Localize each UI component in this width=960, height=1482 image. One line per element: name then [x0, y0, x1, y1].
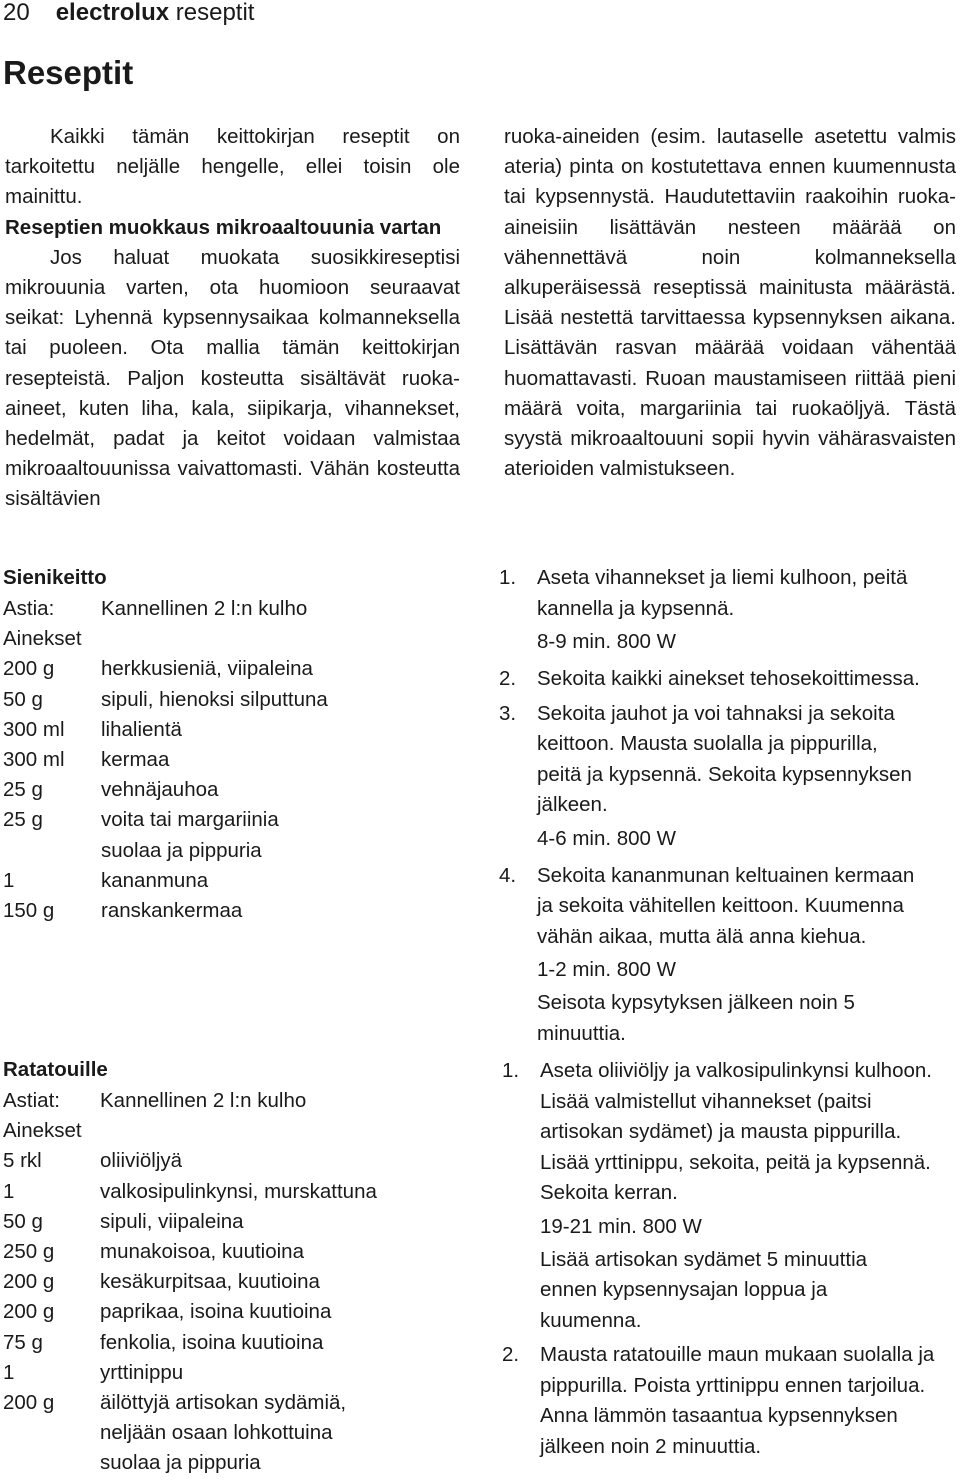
brand-name: electrolux — [55, 0, 170, 26]
ingredient-name: suolaa ja pippuria — [101, 838, 262, 862]
step-text-line: peitä ja kypsennä. Sekoita kypsennyksen — [537, 762, 912, 786]
ingredient-quantity: 1 — [3, 1360, 15, 1384]
ingredient-row — [3, 896, 328, 926]
ingredient-row — [3, 1328, 377, 1358]
step-text-line: Anna lämmön tasaantua kypsennyksen — [540, 1404, 898, 1427]
sienikeitto-ingredients — [3, 594, 328, 926]
ingredient-quantity: 200 g — [3, 1270, 55, 1294]
modify-right-paragraph: ruoka-aineiden (esim. lautaselle asetettu valmis ateria) pinta on kostutettava ennen kuumennusta tai kypsennystä. Haudutettaviin raakoihin ruoka-aineisiin lisättävän nesteen määrää on vähennettävä noin kolmanneksella alkuperäisessä reseptissä mainitusta määrästä. Lisää nestettä tarvittaessa kypsennyksen aikana. Lisättävän rasvan määrää voidaan vähentää huomattavasti. Ruoan maustamiseen riittää pieni määrä voita, margariinia tai ruokaöljyä. Tästä syystä mikroaaltouuni sopii hyvin vähärasvaisten aterioiden valmistukseen. — [504, 125, 956, 481]
dish-value: Kannellinen 2 l:n kulho — [100, 1089, 307, 1112]
ingredient-quantity: 200 g — [3, 1390, 55, 1414]
step-text-line: artisokan sydämet) ja mausta pippurilla. — [540, 1120, 902, 1143]
ingredient-row — [3, 866, 328, 896]
ingredient-name: kananmuna — [101, 868, 209, 892]
ingredient-name: vehnäjauhoa — [101, 778, 219, 802]
step-text-line: Sekoita kananmunan keltuainen kermaan — [537, 863, 915, 887]
ingredient-name: sipuli, hienoksi silputtuna — [101, 687, 328, 711]
step-text-line: Sekoita kerran. — [540, 1181, 678, 1204]
step-note-line: minuuttia. — [537, 1021, 626, 1045]
ingredient-name: oliiviöljyä — [100, 1149, 183, 1173]
ingredient-quantity: 150 g — [3, 898, 55, 922]
ingredient-name: voita tai margariinia — [101, 808, 279, 832]
sienikeitto-title: Sienikeitto — [3, 566, 107, 589]
ingredient-row — [3, 1418, 377, 1448]
dish-row — [3, 1086, 377, 1116]
ingredient-name: valkosipulinkynsi, murskattuna — [100, 1179, 377, 1203]
step-number: 4. — [499, 863, 517, 887]
ingredient-row — [3, 1358, 377, 1388]
dish-row — [3, 594, 328, 624]
page-number: 20 — [3, 0, 30, 26]
step-text-line: Mausta ratatouille maun mukaan suolalla ja — [540, 1343, 935, 1366]
ingredient-row — [3, 654, 328, 684]
ingredient-quantity: 50 g — [3, 687, 43, 711]
ingredient-row — [3, 1388, 377, 1418]
page-title: Reseptit — [3, 54, 134, 91]
ingredient-name: kesäkurpitsaa, kuutioina — [100, 1270, 320, 1294]
modify-left-paragraph: Jos haluat muokata suosikkireseptisi mikrouunia varten, ota huomioon seuraavat seikat: Lyhennä kypsennysaikaa kolmanneksella tai puoleen. Ota mallia tämän keittokirjan resepteistä. Paljon kosteutta sisältävät ruoka-aineet, kuten liha, kala, siipikarja, vihannekset, hedelmät, padat ja keitot voidaan valmistaa mikroaaltouunissa vaivattomasti. Vähän kosteutta sisältävien — [5, 245, 460, 511]
dish-value: Kannellinen 2 l:n kulho — [101, 597, 308, 620]
ingredient-row — [3, 1207, 377, 1237]
ingredient-row — [3, 805, 328, 835]
ingredient-name: paprikaa, isoina kuutioina — [100, 1300, 332, 1324]
ingredients-label: Ainekset — [3, 627, 82, 651]
cooking-setting: 19-21 min. 800 W — [540, 1214, 702, 1238]
ingredient-quantity: 300 ml — [3, 747, 65, 771]
step-note-line: ennen kypsennysajan loppua ja — [540, 1278, 828, 1301]
ingredient-row — [3, 1448, 377, 1478]
ingredient-row — [3, 775, 328, 805]
ingredient-name: fenkolia, isoina kuutioina — [100, 1330, 324, 1354]
step-number: 1. — [502, 1059, 520, 1082]
step-number: 2. — [502, 1343, 520, 1366]
step-text-line: vähän aikaa, mutta älä anna kiehua. — [537, 924, 867, 948]
ingredient-name: neljään osaan lohkottuina — [100, 1421, 333, 1445]
ingredient-row — [3, 715, 328, 745]
ingredient-quantity: 1 — [3, 868, 15, 892]
step-text-line: pippurilla. Poista yrttinippu ennen tarjoilua. — [540, 1373, 926, 1397]
ratatouille-steps — [502, 1056, 959, 1466]
step-text-line: Sekoita kaikki ainekset tehosekoittimessa. — [537, 667, 920, 690]
step-text-line: Aseta vihannekset ja liemi kulhoon, peitä — [537, 566, 908, 589]
step-text-line: Aseta oliiviöljy ja valkosipulinkynsi kulhoon. — [540, 1059, 932, 1082]
cooking-setting: 1-2 min. 800 W — [537, 958, 676, 981]
ingredient-row — [3, 1267, 377, 1297]
ingredient-name: yrttinippu — [100, 1360, 184, 1384]
ingredient-quantity — [3, 836, 101, 866]
ingredient-row — [3, 1237, 377, 1267]
ingredient-row — [3, 1297, 377, 1327]
ingredient-name: munakoisoa, kuutioina — [100, 1239, 304, 1263]
ingredient-name: ranskankermaa — [101, 898, 243, 922]
ingredient-quantity: 1 — [3, 1179, 15, 1203]
ingredient-quantity: 50 g — [3, 1209, 43, 1233]
step-item — [502, 1340, 959, 1462]
ratatouille-ingredients — [3, 1086, 377, 1478]
step-text-line: ja sekoita vähitellen keittoon. Kuumenna — [537, 894, 904, 917]
step-note-line: Lisää artisokan sydämet 5 minuuttia — [540, 1247, 868, 1271]
ingredient-row — [3, 685, 328, 715]
ingredient-name: sipuli, viipaleina — [100, 1209, 244, 1233]
step-gap — [507, 1462, 959, 1466]
ingredient-name: suolaa ja pippuria — [100, 1451, 261, 1475]
cooking-setting: 8-9 min. 800 W — [537, 630, 676, 653]
step-item — [499, 699, 956, 857]
dish-label: Astia: — [3, 597, 55, 620]
step-text-line: jälkeen. — [537, 793, 608, 816]
step-text-line: jälkeen noin 2 minuuttia. — [540, 1434, 762, 1458]
modify-right-column — [504, 122, 956, 484]
ingredient-quantity: 300 ml — [3, 717, 65, 741]
step-item — [499, 861, 956, 1050]
step-text-line: Lisää yrttinippu, sekoita, peitä ja kypsennä. — [540, 1150, 931, 1174]
step-number: 1. — [499, 566, 517, 589]
ingredient-quantity: 75 g — [3, 1330, 43, 1354]
intro-column — [5, 122, 460, 515]
ingredient-quantity: 5 rkl — [3, 1149, 42, 1173]
ratatouille-title: Ratatouille — [3, 1058, 108, 1081]
intro-paragraph: Kaikki tämän keittokirjan reseptit on tarkoitettu neljälle hengelle, ellei toisin ole mainittu. — [5, 125, 460, 209]
step-item — [502, 1056, 959, 1336]
cooking-setting: 4-6 min. 800 W — [537, 826, 676, 850]
ingredient-quantity — [3, 1418, 100, 1448]
step-text-line: kannella ja kypsennä. — [537, 596, 735, 620]
step-number: 2. — [499, 667, 517, 690]
ingredient-quantity: 250 g — [3, 1239, 55, 1263]
ingredient-quantity: 25 g — [3, 778, 43, 802]
ingredient-name: herkkusieniä, viipaleina — [101, 657, 313, 681]
ingredient-quantity: 200 g — [3, 657, 55, 681]
step-text-line: keittoon. Mausta suolalla ja pippurilla, — [537, 732, 878, 755]
step-number: 3. — [499, 701, 517, 725]
ingredient-quantity: 200 g — [3, 1300, 55, 1324]
ingredient-name: lihalientä — [101, 717, 182, 741]
ingredients-label-row — [3, 624, 328, 654]
step-note-line: kuumenna. — [540, 1308, 642, 1332]
ingredient-row — [3, 745, 328, 775]
ingredient-row — [3, 1177, 377, 1207]
step-item — [499, 664, 956, 695]
ingredient-quantity — [3, 1448, 100, 1478]
ingredients-label: Ainekset — [3, 1119, 82, 1143]
section-name: reseptit — [175, 0, 255, 26]
modify-heading: Reseptien muokkaus mikroaaltouunia vartan — [5, 215, 442, 239]
ingredients-label-row — [3, 1116, 377, 1146]
ingredient-name: kermaa — [101, 747, 170, 771]
step-note-line: Seisota kypsytyksen jälkeen noin 5 — [537, 991, 855, 1014]
page-header — [3, 0, 254, 26]
step-text-line: Sekoita jauhot ja voi tahnaksi ja sekoita — [537, 701, 895, 725]
ingredient-row — [3, 1146, 377, 1176]
step-item — [499, 563, 956, 660]
step-gap — [504, 1049, 956, 1053]
ingredient-name: äilöttyjä artisokan sydämiä, — [100, 1390, 347, 1414]
ingredient-row — [3, 836, 328, 866]
sienikeitto-steps — [499, 563, 956, 1053]
step-text-line: Lisää valmistellut vihannekset (paitsi — [540, 1089, 872, 1113]
ingredient-quantity: 25 g — [3, 808, 43, 832]
dish-label: Astiat: — [3, 1089, 60, 1112]
